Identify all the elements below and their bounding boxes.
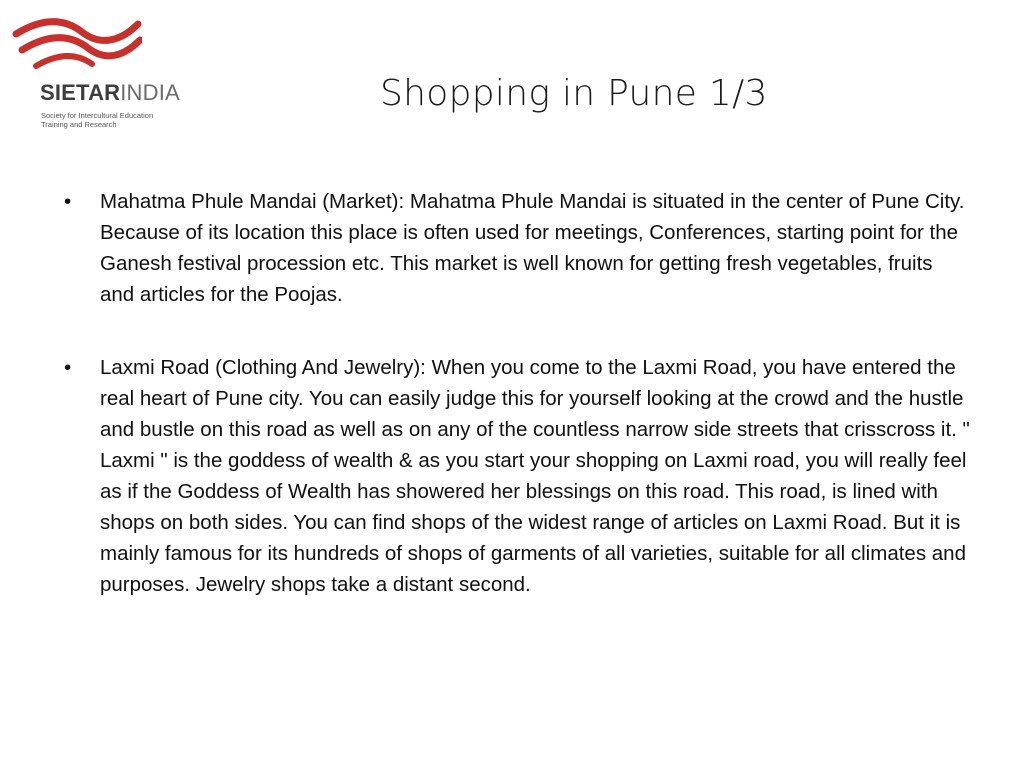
bullet-icon: • [64,190,72,213]
bullet-text: When you come to the Laxmi Road, you have entered the real heart of Pune city. You can easily judge this for yourself looking at the crowd and the hustle and bustle on this road as well as on any of the countless narrow side streets that crisscross it. " Laxmi " is the goddess of wealth & as you start your shopping on Laxmi road, you will really feel as if the Goddess of Wealth has showered her blessings on this road. This road, is lined with shops on both sides. You can find shops of the widest range of articles on Laxmi Road. But it is mainly famous for its hundreds of shops of garments of all varieties, suitable for all climates and purposes. Jewelry shops take a distant second. [100,356,970,596]
bullet-text: Mahatma Phule Mandai is situated in the center of Pune City. Because of its location this place is often used for meetings, Conferences, starting point for the Ganesh festival procession etc. This market is well known for getting fresh vegetables, fruits and articles for the Poojas. [100,190,965,306]
logo-wordmark: SIETARINDIA [40,80,180,105]
logo-tagline: Society for Intercultural Education Training and Research [41,111,154,129]
bullet-item-laxmi-road [60,352,970,600]
sietar-india-logo [10,12,180,132]
bullet-icon: • [64,356,72,379]
bullet-list [60,186,970,642]
slide-title: Shopping in Pune 1/3 [380,73,768,114]
bullet-term: Laxmi Road (Clothing And Jewelry): [100,356,426,379]
bullet-item-mahatma-phule-mandai [60,186,970,310]
bullet-term: Mahatma Phule Mandai (Market): [100,190,405,213]
logo-waves-icon [12,12,142,74]
